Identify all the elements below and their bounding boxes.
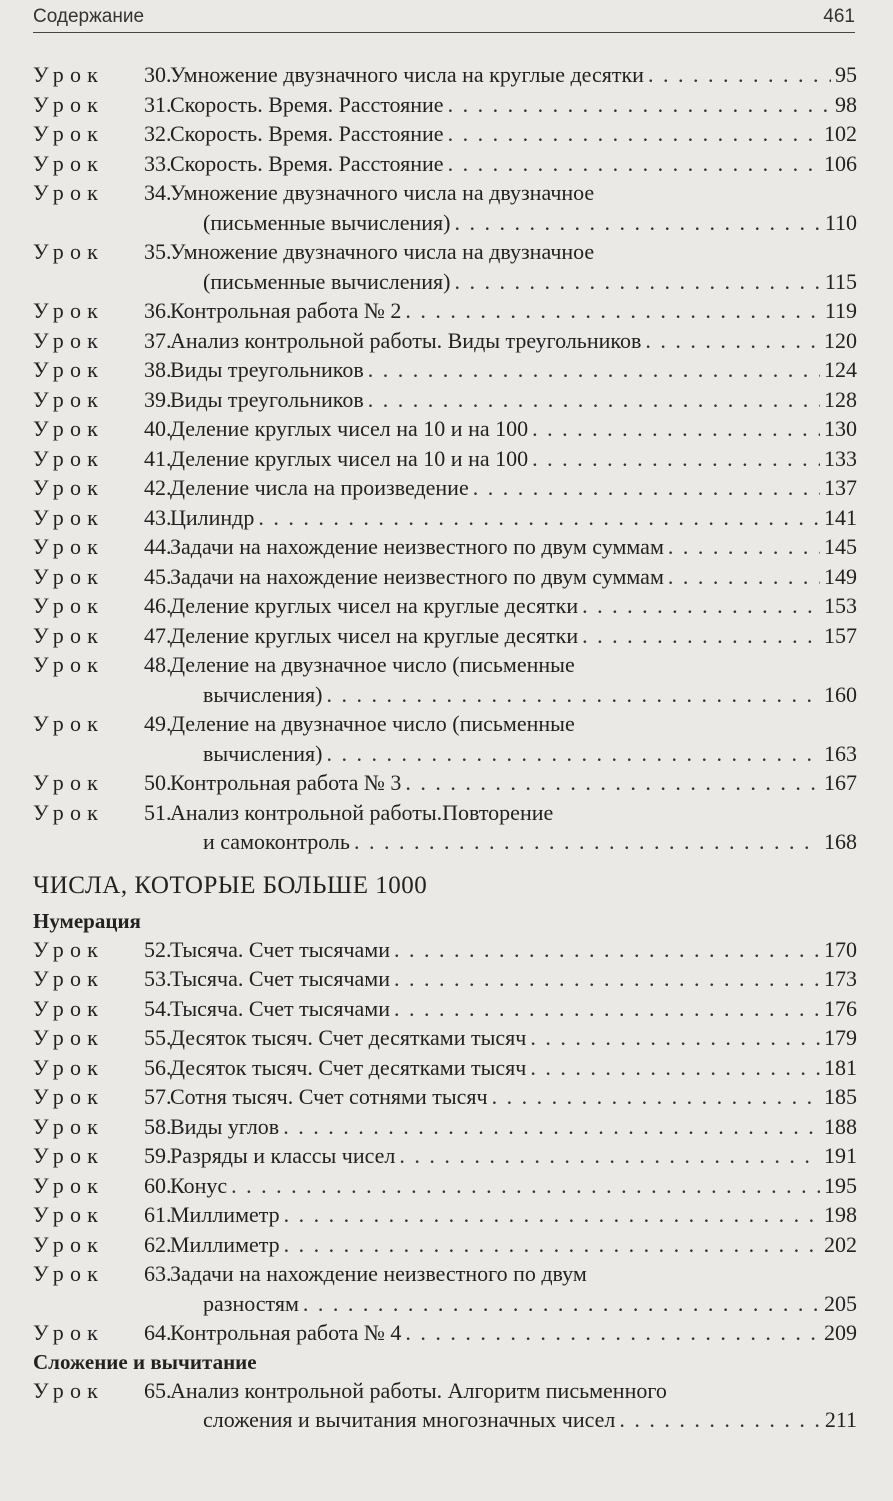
entry-page-number: 179 (824, 1025, 857, 1050)
dot-leader (405, 296, 820, 326)
entry-page-number: 157 (824, 622, 857, 648)
lesson-label: Урок (33, 1113, 104, 1139)
entry-title-text: (письменные вычисления) (203, 209, 451, 235)
toc-entry-line (33, 178, 857, 208)
entry-title-text: Виды углов (170, 1113, 280, 1139)
lesson-label: Урок (33, 1320, 104, 1345)
lesson-number: 42. (144, 475, 172, 500)
toc-entry-line (33, 1318, 857, 1348)
entry-page-number: 195 (824, 1172, 857, 1198)
lesson-label: Урок (33, 504, 104, 530)
lesson-number: 54. (144, 995, 172, 1021)
entry-title (170, 296, 857, 326)
toc-entry-line (33, 149, 857, 179)
entry-title (203, 267, 857, 297)
dot-leader (532, 414, 820, 444)
entry-page-number: 110 (824, 209, 857, 235)
toc-entry-line (33, 326, 857, 356)
lesson-label: Урок (33, 180, 104, 205)
toc-entry-line (33, 739, 857, 769)
lesson-label: Урок (33, 1261, 104, 1286)
lesson-number: 57. (144, 1084, 172, 1109)
toc-entry-line (33, 1171, 857, 1201)
entry-title (170, 1112, 857, 1142)
entry-title-text: Конус (170, 1172, 228, 1198)
dot-leader (327, 739, 820, 769)
entry-title (170, 1200, 857, 1230)
header-page-number: 461 (823, 6, 855, 27)
lesson-number: 61. (144, 1202, 172, 1227)
entry-page-number: 198 (824, 1202, 857, 1227)
lesson-number: 49. (144, 711, 172, 736)
lesson-number: 48. (144, 652, 172, 677)
dot-leader (448, 149, 820, 179)
lesson-number: 53. (144, 966, 172, 991)
dot-leader (368, 355, 820, 385)
toc-entry-line (33, 1053, 857, 1083)
entry-page-number: 115 (824, 268, 857, 294)
toc-entry-line (33, 532, 857, 562)
entry-title (170, 532, 857, 562)
lesson-label: Урок (33, 121, 104, 146)
lesson-number: 39. (144, 386, 172, 412)
lesson-label: Урок (33, 1143, 104, 1168)
toc-entry-line (33, 267, 857, 297)
lesson-number: 36. (144, 298, 172, 323)
entry-page-number: 128 (824, 386, 857, 412)
entry-title (170, 149, 857, 179)
lesson-label: Урок (33, 298, 104, 323)
entry-title-text: Тысяча. Счет тысячами (170, 966, 390, 991)
toc-entry-line (33, 296, 857, 326)
toc-entry-line (33, 1082, 857, 1112)
entry-title-text: Десяток тысяч. Счет десятками тысяч (170, 1054, 527, 1080)
lesson-label: Урок (33, 62, 104, 87)
lesson-label: Урок (33, 475, 104, 500)
lesson-number: 62. (144, 1231, 172, 1257)
entry-title-text: Задачи на нахождение неизвестного по двум суммам (170, 563, 664, 589)
toc-entry-line (33, 964, 857, 994)
toc-entry-line (33, 650, 857, 680)
entry-title-text: Виды треугольников (170, 386, 364, 412)
entry-title (170, 90, 857, 120)
entry-title (170, 1376, 857, 1406)
dot-leader (283, 1112, 820, 1142)
lesson-label: Урок (33, 416, 104, 441)
lesson-number: 31. (144, 91, 172, 117)
dot-leader (454, 267, 820, 297)
entry-page-number: 120 (824, 327, 857, 353)
entry-title (170, 994, 857, 1024)
lesson-number: 59. (144, 1143, 172, 1168)
toc-entry-line (33, 935, 857, 965)
lesson-label: Урок (33, 386, 104, 412)
entry-title (170, 964, 857, 994)
entry-page-number: 205 (824, 1290, 857, 1316)
toc-block-2 (33, 935, 857, 1348)
lesson-label: Урок (33, 1025, 104, 1050)
entry-title-text: Анализ контрольной работы. Алгоритм письменного (170, 1377, 667, 1403)
toc-entry-line (33, 798, 857, 828)
toc-entry-line (33, 1112, 857, 1142)
lesson-number: 56. (144, 1054, 172, 1080)
header-title: Содержание (33, 6, 145, 27)
entry-page-number: 124 (824, 357, 857, 382)
entry-title (170, 1230, 857, 1260)
entry-title (203, 680, 857, 710)
entry-page-number: 181 (824, 1054, 857, 1080)
entry-title (170, 1141, 857, 1171)
entry-title (203, 208, 857, 238)
lesson-label: Урок (33, 1377, 104, 1403)
entry-page-number: 160 (824, 681, 857, 707)
dot-leader (284, 1230, 820, 1260)
lesson-label: Урок (33, 995, 104, 1021)
lesson-label: Урок (33, 936, 104, 962)
dot-leader (394, 964, 820, 994)
toc-entry-line (33, 1023, 857, 1053)
lesson-number: 35. (144, 239, 172, 264)
entry-title-text: Деление круглых чисел на 10 и на 100 (170, 445, 529, 471)
entry-title (170, 591, 857, 621)
dot-leader (231, 1171, 820, 1201)
entry-title-text: Разряды и классы чисел (170, 1143, 396, 1168)
entry-title (170, 326, 857, 356)
entry-title (170, 60, 857, 90)
entry-page-number: 188 (824, 1113, 857, 1139)
lesson-number: 34. (144, 180, 172, 205)
toc-entry-line (33, 385, 857, 415)
entry-title (203, 827, 857, 857)
entry-title-text: Задачи на нахождение неизвестного по двум (170, 1261, 587, 1286)
dot-leader (394, 935, 820, 965)
dot-leader (454, 208, 820, 238)
toc-entry-line (33, 1200, 857, 1230)
dot-leader (354, 827, 820, 857)
entry-title-text: Тысяча. Счет тысячами (170, 936, 390, 962)
toc-entry-line (33, 473, 857, 503)
entry-page-number: 149 (824, 563, 857, 589)
entry-title-text: Анализ контрольной работы.Повторение (170, 799, 554, 825)
toc-block-3 (33, 1376, 857, 1435)
subsection-title-numbering: Нумерация (33, 908, 141, 933)
entry-title (170, 1023, 857, 1053)
entry-title-text: Умножение двузначного числа на круглые десятки (170, 62, 644, 87)
dot-leader (258, 503, 820, 533)
entry-title (170, 1259, 857, 1289)
entry-title (170, 444, 857, 474)
entry-page-number: 145 (824, 534, 857, 559)
lesson-number: 46. (144, 593, 172, 618)
entry-title (203, 1405, 857, 1435)
entry-title (170, 414, 857, 444)
entry-title-text: Деление на двузначное число (письменные (170, 652, 575, 677)
lesson-number: 55. (144, 1025, 172, 1050)
toc-entry-line (33, 237, 857, 267)
lesson-number: 32. (144, 121, 172, 146)
dot-leader (530, 1053, 820, 1083)
entry-page-number: 202 (824, 1231, 857, 1257)
entry-page-number: 163 (824, 740, 857, 766)
lesson-label: Урок (33, 711, 104, 736)
lesson-label: Урок (33, 966, 104, 991)
lesson-label: Урок (33, 1084, 104, 1109)
lesson-number: 63. (144, 1261, 172, 1286)
entry-title-text: вычисления) (203, 681, 323, 707)
toc-entry-line (33, 355, 857, 385)
toc-entry-line (33, 119, 857, 149)
toc-entry-line (33, 1376, 857, 1406)
entry-title-text: Виды треугольников (170, 357, 364, 382)
dot-leader (648, 60, 831, 90)
entry-page-number: 170 (824, 936, 857, 962)
dot-leader (303, 1289, 820, 1319)
entry-title-text: вычисления) (203, 740, 323, 766)
entry-title-text: Десяток тысяч. Счет десятками тысяч (170, 1025, 527, 1050)
entry-title-text: разностям (203, 1290, 299, 1316)
lesson-label: Урок (33, 357, 104, 382)
entry-title-text: Скорость. Время. Расстояние (170, 150, 444, 176)
entry-title (170, 1318, 857, 1348)
dot-leader (530, 1023, 820, 1053)
dot-leader (619, 1405, 820, 1435)
toc-entry-line (33, 503, 857, 533)
entry-title-text: Цилиндр (170, 504, 255, 530)
toc-entry-line (33, 60, 857, 90)
lesson-number: 40. (144, 416, 172, 441)
entry-page-number: 102 (824, 121, 857, 146)
lesson-number: 52. (144, 936, 172, 962)
lesson-label: Урок (33, 563, 104, 589)
entry-page-number: 130 (824, 416, 857, 441)
toc-block-1 (33, 60, 857, 857)
entry-title-text: Контрольная работа № 3 (170, 770, 402, 795)
entry-title (170, 473, 857, 503)
entry-title (170, 237, 857, 267)
entry-title (170, 935, 857, 965)
entry-page-number: 191 (824, 1143, 857, 1168)
dot-leader (668, 562, 820, 592)
entry-title-text: Деление круглых чисел на 10 и на 100 (170, 416, 529, 441)
lesson-label: Урок (33, 799, 104, 825)
entry-page-number: 153 (824, 593, 857, 618)
entry-title-text: сложения и вычитания многозначных чисел (203, 1407, 616, 1432)
toc-entry-line (33, 994, 857, 1024)
toc-entry-line (33, 709, 857, 739)
lesson-label: Урок (33, 1231, 104, 1257)
lesson-number: 37. (144, 327, 172, 353)
lesson-number: 50. (144, 770, 172, 795)
dot-leader (399, 1141, 820, 1171)
lesson-label: Урок (33, 534, 104, 559)
entry-title-text: Контрольная работа № 4 (170, 1320, 402, 1345)
lesson-number: 47. (144, 622, 172, 648)
toc-entry-line (33, 1230, 857, 1260)
entry-title (203, 739, 857, 769)
dot-leader (284, 1200, 820, 1230)
entry-title (170, 798, 857, 828)
entry-title (170, 1171, 857, 1201)
toc-entry-line (33, 1259, 857, 1289)
entry-page-number: 133 (824, 445, 857, 471)
entry-title (170, 385, 857, 415)
lesson-number: 65. (144, 1377, 172, 1403)
entry-title-text: Миллиметр (170, 1231, 280, 1257)
entry-title (170, 768, 857, 798)
toc-entry-line (33, 562, 857, 592)
entry-page-number: 137 (824, 475, 857, 500)
lesson-label: Урок (33, 327, 104, 353)
toc-entry-line (33, 1289, 857, 1319)
lesson-label: Урок (33, 770, 104, 795)
entry-title (170, 1082, 857, 1112)
entry-page-number: 168 (824, 829, 857, 854)
toc-entry-line (33, 1405, 857, 1435)
lesson-number: 44. (144, 534, 172, 559)
entry-page-number: 173 (824, 966, 857, 991)
dot-leader (448, 119, 820, 149)
entry-page-number: 167 (824, 770, 857, 795)
entry-title (170, 503, 857, 533)
table-of-contents (33, 60, 857, 1435)
entry-page-number: 106 (824, 150, 857, 176)
lesson-label: Урок (33, 445, 104, 471)
entry-title (170, 621, 857, 651)
entry-title (170, 650, 857, 680)
dot-leader (405, 1318, 820, 1348)
running-header (33, 6, 855, 33)
entry-title-text: Тысяча. Счет тысячами (170, 995, 390, 1021)
entry-title-text: Деление на двузначное число (письменные (170, 711, 575, 736)
lesson-number: 45. (144, 563, 172, 589)
lesson-number: 58. (144, 1113, 172, 1139)
entry-title-text: Миллиметр (170, 1202, 280, 1227)
lesson-label: Урок (33, 652, 104, 677)
toc-entry-line (33, 827, 857, 857)
entry-title (170, 178, 857, 208)
toc-entry-line (33, 90, 857, 120)
lesson-label: Урок (33, 622, 104, 648)
entry-title-text: Деление числа на произведение (170, 475, 469, 500)
toc-entry-line (33, 768, 857, 798)
lesson-label: Урок (33, 150, 104, 176)
entry-title (170, 709, 857, 739)
lesson-label: Урок (33, 593, 104, 618)
lesson-number: 51. (144, 799, 172, 825)
dot-leader (532, 444, 820, 474)
toc-entry-line (33, 208, 857, 238)
lesson-number: 64. (144, 1320, 172, 1345)
dot-leader (394, 994, 820, 1024)
lesson-number: 38. (144, 357, 172, 382)
lesson-label: Урок (33, 239, 104, 264)
dot-leader (368, 385, 820, 415)
entry-title-text: Скорость. Время. Расстояние (170, 91, 444, 117)
lesson-number: 41. (144, 445, 172, 471)
lesson-number: 43. (144, 504, 172, 530)
dot-leader (327, 680, 820, 710)
lesson-number: 60. (144, 1172, 172, 1198)
dot-leader (582, 591, 820, 621)
dot-leader (582, 621, 820, 651)
dot-leader (448, 90, 831, 120)
entry-page-number: 141 (824, 504, 857, 530)
entry-title-text: Деление круглых чисел на круглые десятки (170, 593, 579, 618)
lesson-label: Урок (33, 1172, 104, 1198)
lesson-label: Урок (33, 91, 104, 117)
toc-entry-line (33, 591, 857, 621)
entry-title-text: Анализ контрольной работы. Виды треугольников (170, 327, 642, 353)
toc-entry-line (33, 444, 857, 474)
entry-page-number: 119 (824, 298, 857, 323)
entry-page-number: 95 (835, 62, 857, 87)
entry-page-number: 209 (824, 1320, 857, 1345)
entry-title-text: Умножение двузначного числа на двузначное (170, 239, 595, 264)
entry-title-text: Задачи на нахождение неизвестного по двум суммам (170, 534, 664, 559)
entry-title (170, 355, 857, 385)
entry-title-text: и самоконтроль (203, 829, 350, 854)
dot-leader (473, 473, 820, 503)
toc-entry-line (33, 1141, 857, 1171)
lesson-number: 33. (144, 150, 172, 176)
entry-page-number: 176 (824, 995, 857, 1021)
entry-page-number: 211 (824, 1407, 857, 1432)
entry-title (203, 1289, 857, 1319)
entry-page-number: 98 (835, 91, 857, 117)
toc-entry-line (33, 680, 857, 710)
lesson-label: Урок (33, 1054, 104, 1080)
entry-title-text: Сотня тысяч. Счет сотнями тысяч (170, 1084, 488, 1109)
dot-leader (645, 326, 820, 356)
lesson-number: 30. (144, 62, 172, 87)
toc-entry-line (33, 621, 857, 651)
entry-title-text: Контрольная работа № 2 (170, 298, 402, 323)
entry-page-number: 185 (824, 1084, 857, 1109)
entry-title-text: Скорость. Время. Расстояние (170, 121, 444, 146)
lesson-label: Урок (33, 1202, 104, 1227)
entry-title (170, 562, 857, 592)
dot-leader (405, 768, 820, 798)
entry-title-text: Умножение двузначного числа на двузначное (170, 180, 595, 205)
dot-leader (492, 1082, 820, 1112)
section-title: ЧИСЛА, КОТОРЫЕ БОЛЬШЕ 1000 (33, 871, 428, 899)
dot-leader (668, 532, 820, 562)
entry-title-text: (письменные вычисления) (203, 268, 451, 294)
entry-title (170, 1053, 857, 1083)
subsection-title-addition: Сложение и вычитание (33, 1349, 257, 1374)
toc-entry-line (33, 414, 857, 444)
entry-title (170, 119, 857, 149)
entry-title-text: Деление круглых чисел на круглые десятки (170, 622, 579, 648)
